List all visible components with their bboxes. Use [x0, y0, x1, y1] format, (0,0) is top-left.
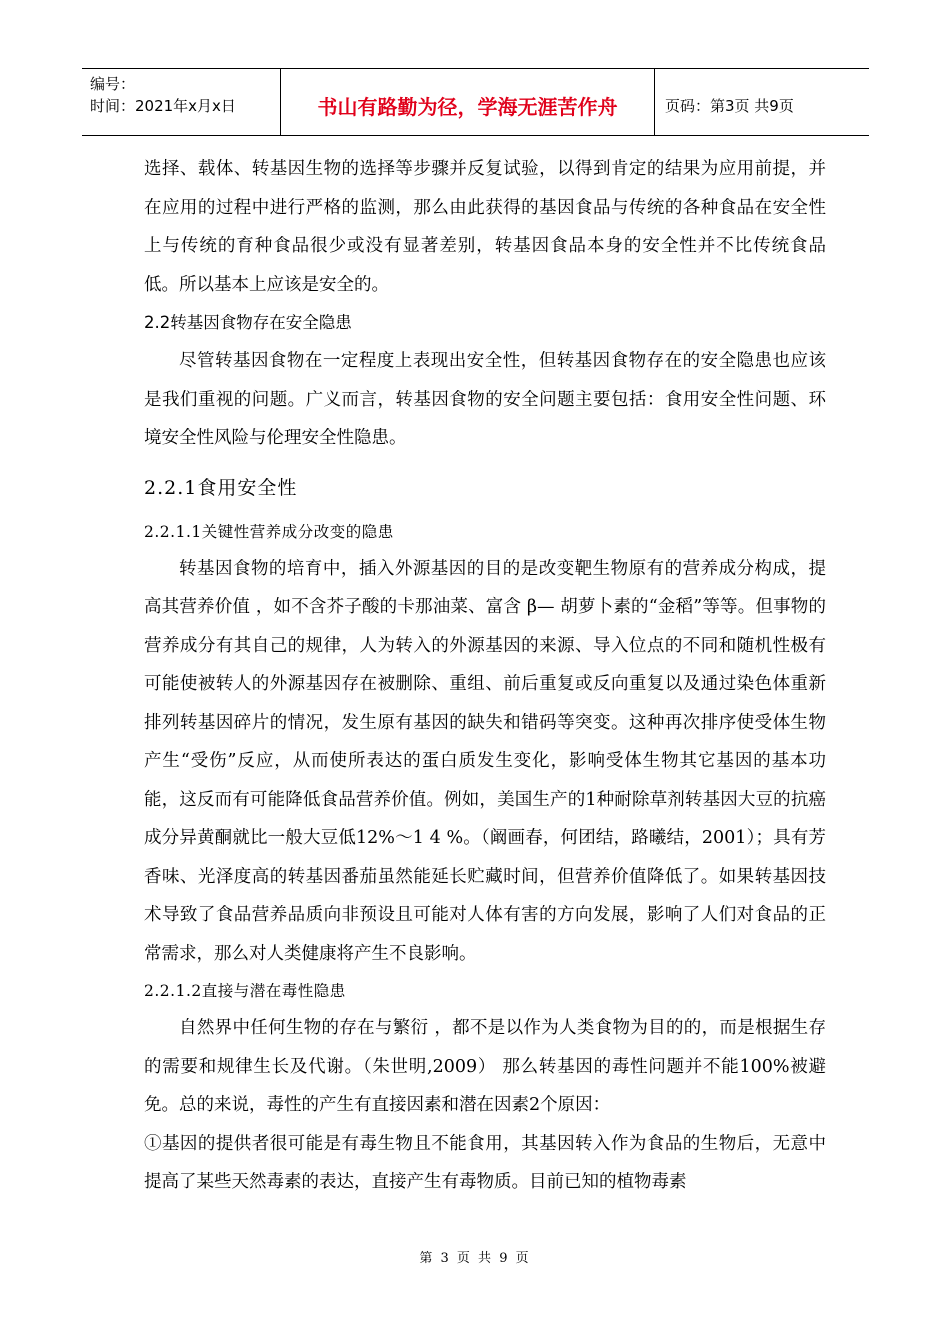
document-body	[144, 150, 826, 1202]
page-header	[82, 68, 869, 136]
paragraph-continuation: 选择、载体、转基因生物的选择等步骤并反复试验，以得到肯定的结果为应用前提，并在应用的过程中进行严格的监测，那么由此获得的基因食品与传统的各种食品在安全性上与传统的育种食品很少或没有显著差别，转基因食品本身的安全性并不比传统食品低。所以基本上应该是安全的。	[144, 159, 826, 295]
section-heading-2-2-1-1: 2.2.1.1关键性营养成分改变的隐患	[144, 522, 394, 541]
page-footer: 第 3 页 共 9 页	[419, 1251, 531, 1266]
section-heading-2-2-1-2: 2.2.1.2直接与潜在毒性隐患	[144, 982, 346, 1000]
header-meta	[82, 69, 281, 135]
serial-number-label: 编号：	[90, 75, 136, 93]
paragraph-safety-risks: 尽管转基因食物在一定程度上表现出安全性，但转基因食物存在的安全隐患也应该是我们重视的问题。广义而言，转基因食物的安全问题主要包括：食用安全性问题、环境安全性风险与伦理安全性隐患。	[144, 351, 826, 448]
section-heading-2-2-1: 2.2.1食用安全性	[144, 476, 298, 499]
section-heading-2-2: 2.2转基因食物存在安全隐患	[144, 313, 352, 332]
date-label: 时间：2021年x月x日	[90, 97, 236, 115]
paragraph-toxicity-point-1: ①基因的提供者很可能是有毒生物且不能食用，其基因转入作为食品的生物后，无意中提高了某些天然毒素的表达，直接产生有毒物质。目前已知的植物毒素	[144, 1133, 826, 1192]
header-motto: 书山有路勤为径，学海无涯苦作舟	[281, 69, 655, 135]
header-page-info: 页码：第3页 共9页	[665, 96, 794, 115]
paragraph-toxicity-intro: 自然界中任何生物的存在与繁衍 ，都不是以作为人类食物为目的的，而是根据生存的需要和规律生长及代谢。（朱世明,2009） 那么转基因的毒性问题并不能100%被避免。总的来说，毒性的产生有直接因素和潜在因素2个原因：	[144, 1018, 826, 1115]
paragraph-nutrition-risk: 转基因食物的培育中，插入外源基因的目的是改变靶生物原有的营养成分构成，提高其营养价值 ，如不含芥子酸的卡那油菜、富含 β— 胡萝卜素的“金稻”等等。但事物的营养成分有其自己的规律，人为转入的外源基因的来源、导入位点的不同和随机性极有可能使被转人的外源基因存在被删除、重组、前后重复或反向重复以及通过染色体重新排列转基因碎片的情况，发生原有基因的缺失和错码等突变。这种再次排序使受体生物产生“受伤”反应，从而使所表达的蛋白质发生变化，影响受体生物其它基因的基本功能，这反而有可能降低食品营养价值。例如，美国生产的1种耐除草剂转基因大豆的抗癌成分异黄酮就比一般大豆低12%～1 4 %。（阚画春，何团结，路曦结，2001）；具有芳香味、光泽度高的转基因番茄虽然能延长贮藏时间，但营养价值降低了。如果转基因技术导致了食品营养品质向非预设且可能对人体有害的方向发展，影响了人们对食品的正常需求，那么对人类健康将产生不良影响。	[144, 558, 826, 964]
